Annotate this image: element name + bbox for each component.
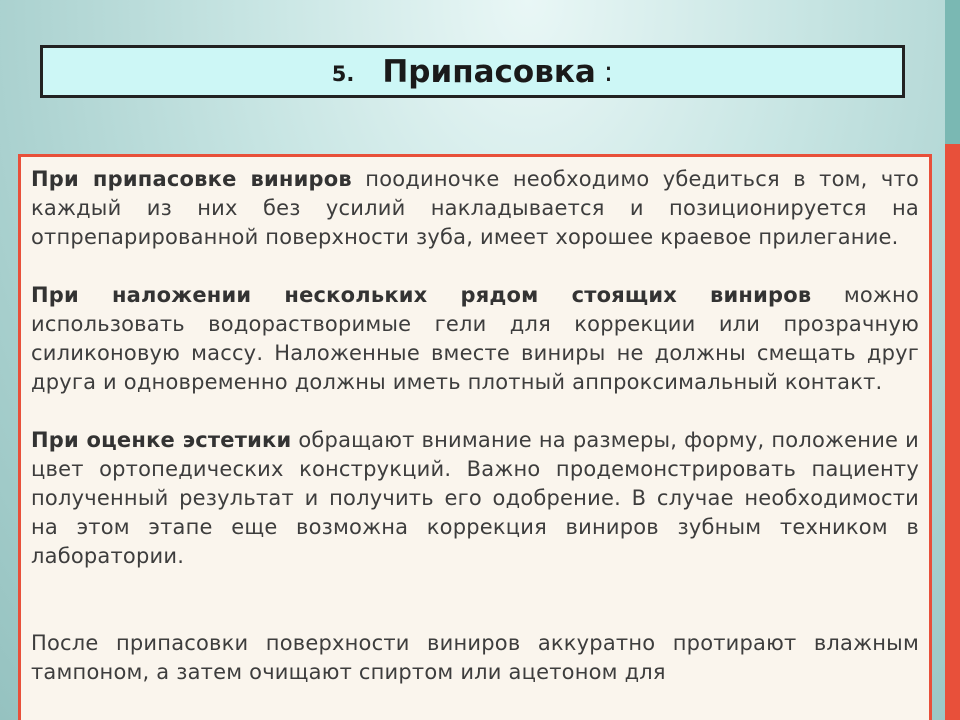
paragraph-multiple-veneers-lead: При наложении нескольких рядом стоящих виниров: [31, 283, 812, 307]
slide-content-box: [18, 154, 932, 720]
paragraph-after-fitting: [31, 629, 919, 687]
slide-title-colon: :: [603, 55, 614, 88]
paragraph-fitting: [31, 165, 919, 252]
paragraph-aesthetics-lead: При оценке эстетики: [31, 428, 292, 452]
slide-title-box: [40, 45, 905, 98]
accent-bar-teal: [945, 0, 960, 144]
paragraph-fitting-lead: При припасовке виниров: [31, 167, 352, 191]
paragraph-multiple-veneers: [31, 281, 919, 397]
slide-title-number: 5.: [331, 61, 355, 86]
accent-bar-red: [945, 144, 960, 720]
paragraph-aesthetics: [31, 426, 919, 571]
paragraph-multiple-veneers-text: можно использовать водорастворимые гели для коррекции или прозрачную силиконовую массу. Наложенные вместе виниры не должны смещать друг друга и одновременно должны иметь плотный аппроксимальный контакт.: [31, 283, 919, 394]
paragraph-aesthetics-text: обращают внимание на размеры, форму, положение и цвет ортопедических конструкций. Важно продемонстрировать пациенту полученный результат и получить его одобрение. В случае необходимости на этом этапе еще возможна коррекция виниров зубным техником в лаборатории.: [31, 428, 919, 568]
paragraph-after-fitting-text: После припасовки поверхности виниров аккуратно протирают влажным тампоном, а затем очищают спиртом или ацетоном для: [31, 631, 919, 684]
paragraph-fitting-text: поодиночке необходимо убедиться в том, что каждый из них без усилий накладывается и позиционируется на отпрепарированной поверхности зуба, имеет хорошее краевое прилегание.: [31, 167, 919, 249]
slide-title: Припасовка: [382, 53, 596, 90]
